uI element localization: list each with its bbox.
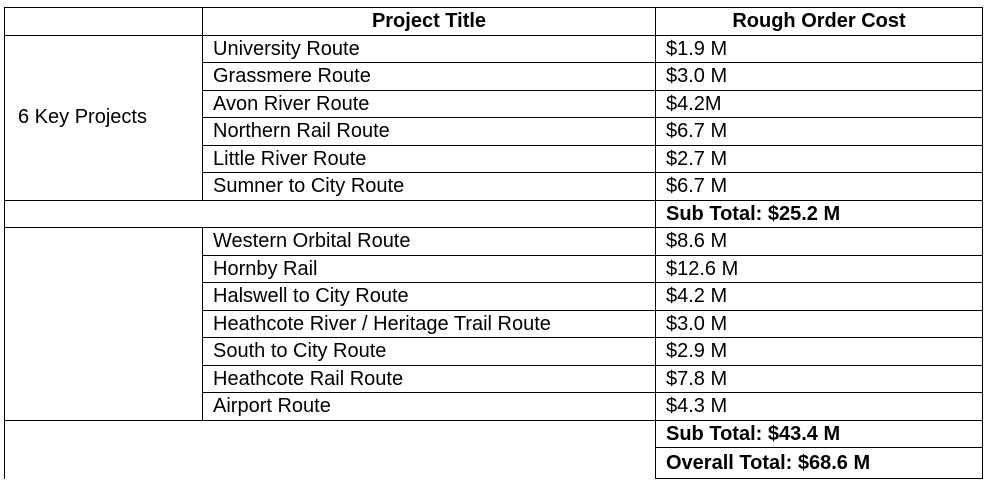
project-cost: $6.7 M	[656, 118, 983, 146]
project-cost: $2.9 M	[656, 338, 983, 366]
project-cost: $6.7 M	[656, 173, 983, 201]
subtotal-spacer	[5, 200, 656, 228]
project-title: Heathcote River / Heritage Trail Route	[203, 310, 656, 338]
subtotal-group1: Sub Total: $25.2 M	[656, 200, 983, 228]
table-row	[5, 35, 983, 63]
header-row	[5, 8, 983, 36]
project-title: Sumner to City Route	[203, 173, 656, 201]
project-cost: $4.3 M	[656, 393, 983, 421]
project-title: Airport Route	[203, 393, 656, 421]
subtotal-row	[5, 420, 983, 448]
project-cost: $3.0 M	[656, 63, 983, 91]
project-title: Northern Rail Route	[203, 118, 656, 146]
project-title: Avon River Route	[203, 90, 656, 118]
header-project-title: Project Title	[203, 8, 656, 36]
header-group-cell	[5, 8, 203, 36]
header-rough-order-cost: Rough Order Cost	[656, 8, 983, 36]
project-title: Hornby Rail	[203, 255, 656, 283]
project-cost: $7.8 M	[656, 365, 983, 393]
project-cost: $1.9 M	[656, 35, 983, 63]
project-title: Grassmere Route	[203, 63, 656, 91]
project-cost: $8.6 M	[656, 228, 983, 256]
project-title: Little River Route	[203, 145, 656, 173]
totals-spacer	[5, 420, 656, 479]
subtotal-row	[5, 200, 983, 228]
project-title: Halswell to City Route	[203, 283, 656, 311]
project-cost: $4.2M	[656, 90, 983, 118]
subtotal-group2: Sub Total: $43.4 M	[656, 420, 983, 448]
project-cost: $4.2 M	[656, 283, 983, 311]
overall-total: Overall Total: $68.6 M	[656, 448, 983, 479]
project-cost: $12.6 M	[656, 255, 983, 283]
project-cost-table	[4, 7, 983, 479]
project-title: University Route	[203, 35, 656, 63]
project-cost: $2.7 M	[656, 145, 983, 173]
table-row	[5, 228, 983, 256]
project-title: Western Orbital Route	[203, 228, 656, 256]
group-label-key-projects: 6 Key Projects	[5, 35, 203, 200]
project-cost: $3.0 M	[656, 310, 983, 338]
project-title: Heathcote Rail Route	[203, 365, 656, 393]
group-label-other-projects	[5, 228, 203, 421]
project-title: South to City Route	[203, 338, 656, 366]
